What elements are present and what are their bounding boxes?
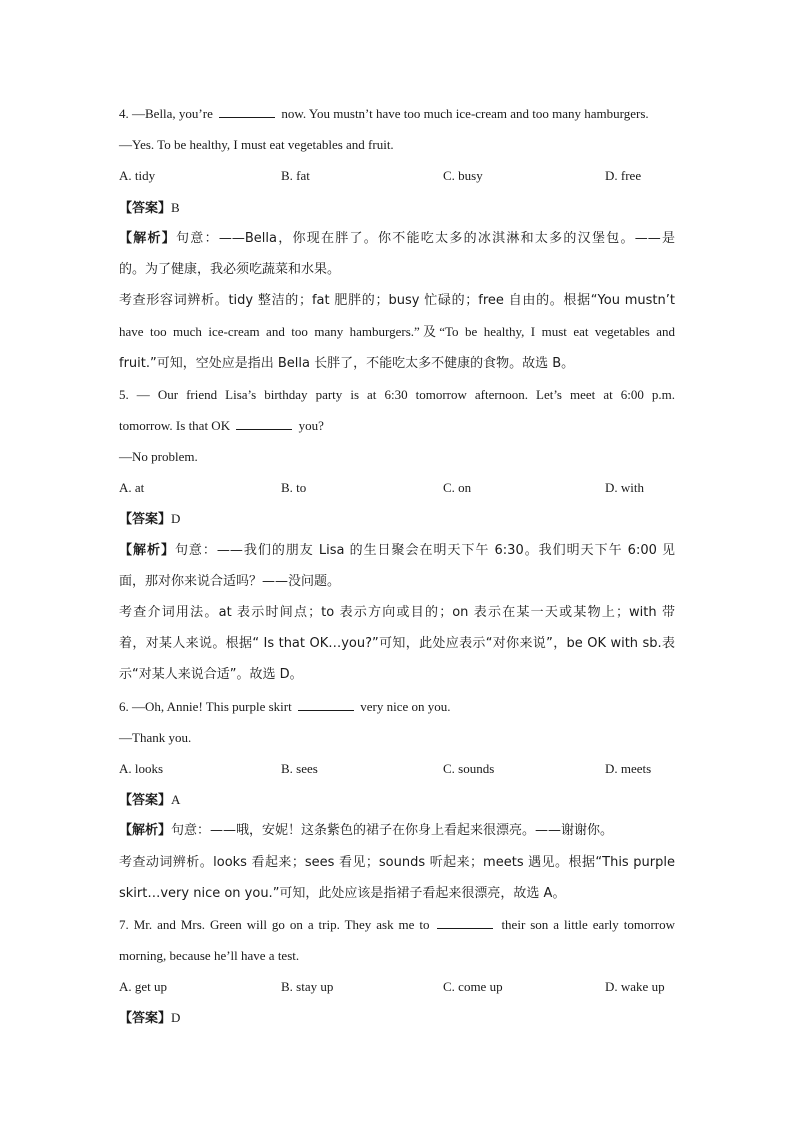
- analysis-tag: 【解析】: [119, 823, 172, 839]
- question-7-answer: [119, 1002, 675, 1033]
- option-c: C. sounds: [443, 760, 495, 776]
- analysis-text: 句意：——哦，安妮！这条紫色的裙子在你身上看起来很漂亮。——谢谢你。: [171, 823, 614, 839]
- question-5-stem: [119, 410, 675, 441]
- stem-text: tomorrow. Is that OK: [119, 417, 234, 433]
- stem-text: their son a little early tomorrow: [496, 916, 675, 932]
- question-5-answer: [119, 503, 675, 534]
- option-c: C. come up: [443, 979, 503, 995]
- option-a: A. looks: [119, 760, 164, 776]
- question-4-options: [119, 160, 675, 191]
- question-5-analysis-line: 面，那对你来说合适吗？——没问题。: [119, 573, 341, 589]
- answer-tag: 【答案】: [119, 200, 172, 216]
- stem-text: you?: [295, 417, 324, 433]
- question-6-reply: —Thank you.: [119, 729, 192, 745]
- document-page: [119, 98, 675, 1034]
- question-7-stem: [119, 909, 675, 940]
- question-4-analysis-line: fruit.”可知，空处应是指出 Bella 长胖了，不能吃太多不健康的食物。故选 B。: [119, 355, 575, 371]
- option-b: B. to: [281, 480, 307, 496]
- option-d: D. meets: [605, 760, 652, 776]
- answer-tag: 【答案】: [119, 512, 172, 528]
- question-4-reply: —Yes. To be healthy, I must eat vegetables and fruit.: [119, 137, 394, 153]
- question-6-analysis-line: 考查动词辨析。looks 看起来；sees 看见；sounds 听起来；meets 遇见。根据“This purple: [119, 854, 675, 870]
- answer-value: D: [171, 511, 181, 527]
- question-5-analysis-line: 着，对某人来说。根据“ Is that OK…you?”可知，此处应表示“对你来说”，be OK with sb.表: [119, 636, 675, 652]
- question-4-analysis-line: [119, 223, 675, 254]
- analysis-tag: 【解析】: [119, 542, 175, 558]
- option-d: D. with: [605, 480, 644, 496]
- question-4-stem: [119, 98, 675, 129]
- stem-text: 7. Mr. and Mrs. Green will go on a trip. They ask me to: [119, 916, 435, 932]
- question-4-analysis-line: have too much ice-cream and too many hamburgers.”及“To be healthy, I must eat vegetables and: [119, 324, 675, 340]
- stem-text: very nice on you.: [356, 698, 451, 714]
- analysis-tag: 【解析】: [119, 230, 177, 246]
- option-a: A. get up: [119, 979, 168, 995]
- question-6-analysis-line: skirt…very nice on you.”可知，此处应该是指裙子看起来很漂亮，故选 A。: [119, 885, 566, 901]
- question-5-analysis-line: 考查介词用法。at 表示时间点；to 表示方向或目的；on 表示在某一天或某物上；with 带: [119, 605, 675, 620]
- answer-value: A: [171, 792, 181, 808]
- stem-text: 4. —Bella, you’re: [119, 106, 217, 121]
- question-6-options: [119, 753, 675, 784]
- option-d: D. wake up: [605, 979, 665, 995]
- question-4-analysis-line: 考查形容词辨析。tidy 整洁的；fat 肥胖的；busy 忙碌的；free 自由的。根据“You mustn’t: [119, 293, 675, 309]
- option-c: C. on: [443, 480, 472, 496]
- answer-blank: [236, 417, 292, 430]
- option-b: B. stay up: [281, 979, 334, 995]
- question-5-options: [119, 472, 675, 503]
- answer-blank: [437, 916, 493, 929]
- answer-blank: [298, 698, 354, 711]
- option-a: A. tidy: [119, 168, 156, 184]
- stem-text: 6. —Oh, Annie! This purple skirt: [119, 698, 295, 714]
- question-5-reply: —No problem.: [119, 449, 198, 465]
- question-6-answer: [119, 784, 675, 815]
- question-4-answer: [119, 192, 675, 223]
- answer-value: D: [171, 1010, 181, 1026]
- question-6-analysis-line: [119, 815, 675, 846]
- option-b: B. fat: [281, 168, 310, 184]
- answer-value: B: [171, 199, 180, 215]
- question-5-analysis-line: [119, 535, 675, 566]
- option-a: A. at: [119, 480, 145, 496]
- analysis-text: 句意：——Bella，你现在胖了。你不能吃太多的冰淇淋和太多的汉堡包。——是: [176, 230, 675, 246]
- question-6-stem: [119, 691, 675, 722]
- question-5-analysis-line: 示“对某人来说合适”。故选 D。: [119, 667, 303, 683]
- option-d: D. free: [605, 168, 642, 184]
- analysis-text: 句意：——我们的朋友 Lisa 的生日聚会在明天下午 6:30。我们明天下午 6:00 见: [174, 542, 675, 558]
- answer-blank: [219, 105, 275, 118]
- question-5-stem: 5. — Our friend Lisa’s birthday party is at 6:30 tomorrow afternoon. Let’s meet at 6:00 p.m.: [119, 386, 675, 402]
- option-b: B. sees: [281, 760, 318, 776]
- question-7-stem: morning, because he’ll have a test.: [119, 948, 300, 964]
- answer-tag: 【答案】: [119, 793, 172, 809]
- answer-tag: 【答案】: [119, 1011, 172, 1027]
- stem-text: now. You mustn’t have too much ice-cream and too many hamburgers.: [278, 106, 649, 121]
- question-4-analysis-line: 的。为了健康，我必须吃蔬菜和水果。: [119, 261, 341, 277]
- question-7-options: [119, 971, 675, 1002]
- option-c: C. busy: [443, 168, 483, 184]
